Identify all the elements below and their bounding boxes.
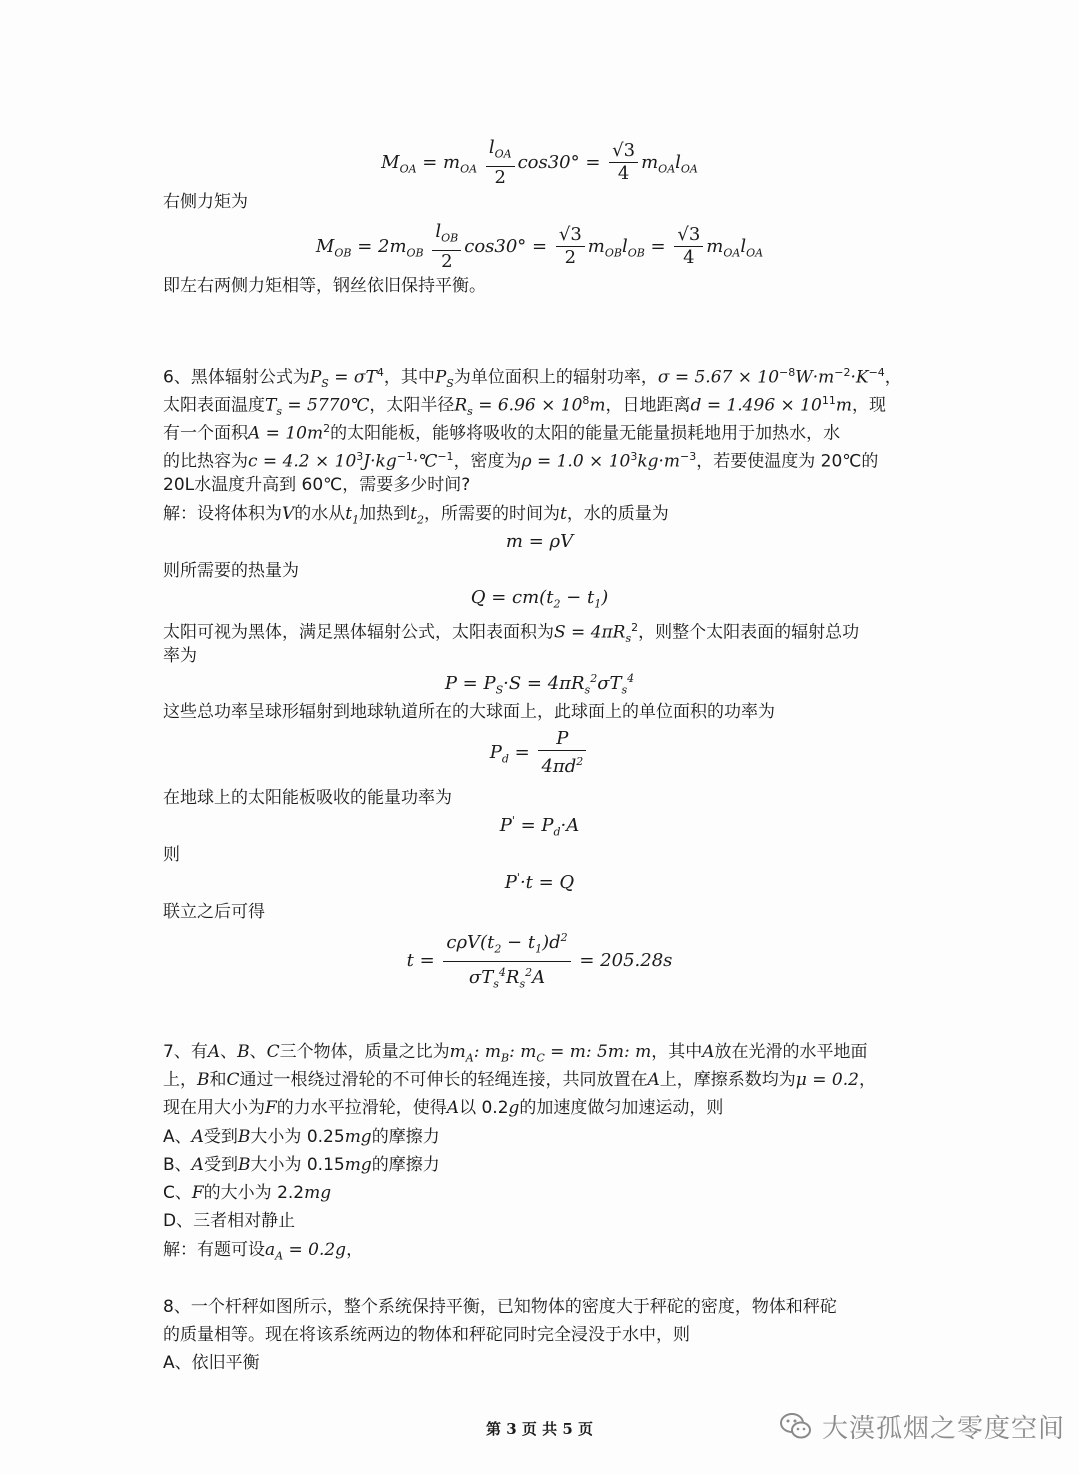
q7-option-a: A、A受到B大小为 0.25mg的摩擦力 [163, 1127, 440, 1147]
q7-line-1: 7、有A、B、C三个物体，质量之比为$m_A$: $m_B$: $m_C = m$: 5m: m，其中A放在光滑的水平地面 [163, 1042, 868, 1065]
q6-line-2: 太阳表面温度$T_s$ = 5770℃，太阳半径$R_s = 6.96 \times 10^8m$，日地距离$d = 1.496 \times 10^{11}m$，现 [163, 394, 886, 419]
equation-time-result: t = $\frac{c\rho V(t_2 - t_1)d^2}{\sigma T_s^4R_s^2A}$ = 205.28s [0, 927, 1079, 995]
q7-line-3: 现在用大小为F的力水平拉滑轮，使得A以 0.2g的加速度做匀加速运动，则 [163, 1098, 724, 1118]
wechat-icon [778, 1408, 814, 1444]
equation-heat: $Q = cm(t_2 - t_1)$ [470, 587, 609, 611]
equation-moment-ob: $M_{OB} = 2m_{OB}$ $\frac{l_{OB}}{2}$ cos30° = $\frac{√3}{2}$ $m_{OB}l_{OB}$ = $\frac{√3}{4}$ $m_{OA}l_{OA}$ [315, 221, 764, 272]
q6-line-1: 6、黑体辐射公式为$P_S = \sigma T^4$，其中$P_S$为单位面积上的辐射功率，$\sigma = 5.67 \times 10^{-8}W\cdot m^{-2}\cdot K^{-4}$， [163, 366, 902, 391]
text-panel-power: 在地球上的太阳能板吸收的能量功率为 [163, 788, 452, 808]
text-right-moment: 右侧力矩为 [163, 192, 248, 212]
watermark-text: 大漠孤烟之零度空间 [822, 1413, 1066, 1444]
page-number: 第 3 页 共 5 页 [486, 1420, 593, 1438]
q7-solution: 解：有题可设$a_A = 0.2g$， [163, 1240, 364, 1263]
text-sphere-power: 这些总功率呈球形辐射到地球轨道所在的大球面上，此球面上的单位面积的功率为 [163, 702, 775, 722]
q7-option-c: C、F的大小为 2.2mg [163, 1183, 332, 1203]
q7-option-b: B、A受到B大小为 0.15mg的摩擦力 [163, 1155, 440, 1175]
equation-total-power: $P = P_S\cdot S = 4\pi R_s^2\sigma T_s^4$ [444, 672, 635, 697]
q6-line-4: 的比热容为$c = 4.2 \times 10^3J\cdot kg^{-1}\cdot℃^{-1}$，密度为$\rho = 1.0 \times 10^3kg\cdot m^{-3}$，若要使温度为 20℃的 [163, 450, 879, 472]
q6-solution-intro: 解：设将体积为V的水从$t_1$加热到$t_2$，所需要的时间为t，水的质量为 [163, 504, 669, 527]
q7-option-d: D、三者相对静止 [163, 1211, 296, 1231]
equation-power-density: $P_d$ = $\frac{P}{4\pi d^2}$ [0, 728, 1079, 778]
text-balance-conclusion: 即左右两侧力矩相等，钢丝依旧保持平衡。 [163, 276, 486, 296]
q8-line-1: 8、一个杆秤如图所示，整个系统保持平衡，已知物体的密度大于秤砣的密度，物体和秤砣 [163, 1297, 837, 1317]
text-heat-needed: 则所需要的热量为 [163, 561, 299, 581]
q8-line-2: 的质量相等。现在将该系统两边的物体和秤砣同时完全浸没于水中，则 [163, 1325, 690, 1345]
equation-moment-oa: $M_{OA} = m_{OA}$ $\frac{l_{OA}}{2}$ cos30° = $\frac{√3}{4}$ $m_{OA}l_{OA}$ [381, 137, 698, 188]
text-rate: 率为 [163, 646, 197, 666]
text-combine: 联立之后可得 [163, 902, 265, 922]
q6-line-5: 20L水温度升高到 60℃，需要多少时间? [163, 475, 471, 495]
q8-option-a: A、依旧平衡 [163, 1353, 260, 1373]
text-sun-blackbody: 太阳可视为黑体，满足黑体辐射公式，太阳表面积为$S = 4\pi R_s^2$，则整个太阳表面的辐射总功 [163, 621, 860, 646]
equation-energy: P'·t = Q [504, 871, 575, 893]
watermark [778, 1399, 1070, 1453]
text-then: 则 [163, 845, 180, 865]
q6-line-3: 有一个面积$A = 10m^2$的太阳能板，能够将吸收的太阳的能量无能量损耗地用于加热水，水 [163, 422, 841, 444]
q7-line-2: 上，B和C通过一根绕过滑轮的不可伸长的轻绳连接，共同放置在A上，摩擦系数均为μ = 0.2， [163, 1070, 876, 1090]
equation-panel-power: $P' = P_d\cdot A$ [499, 814, 580, 839]
equation-mass: m = ρV [505, 531, 574, 552]
